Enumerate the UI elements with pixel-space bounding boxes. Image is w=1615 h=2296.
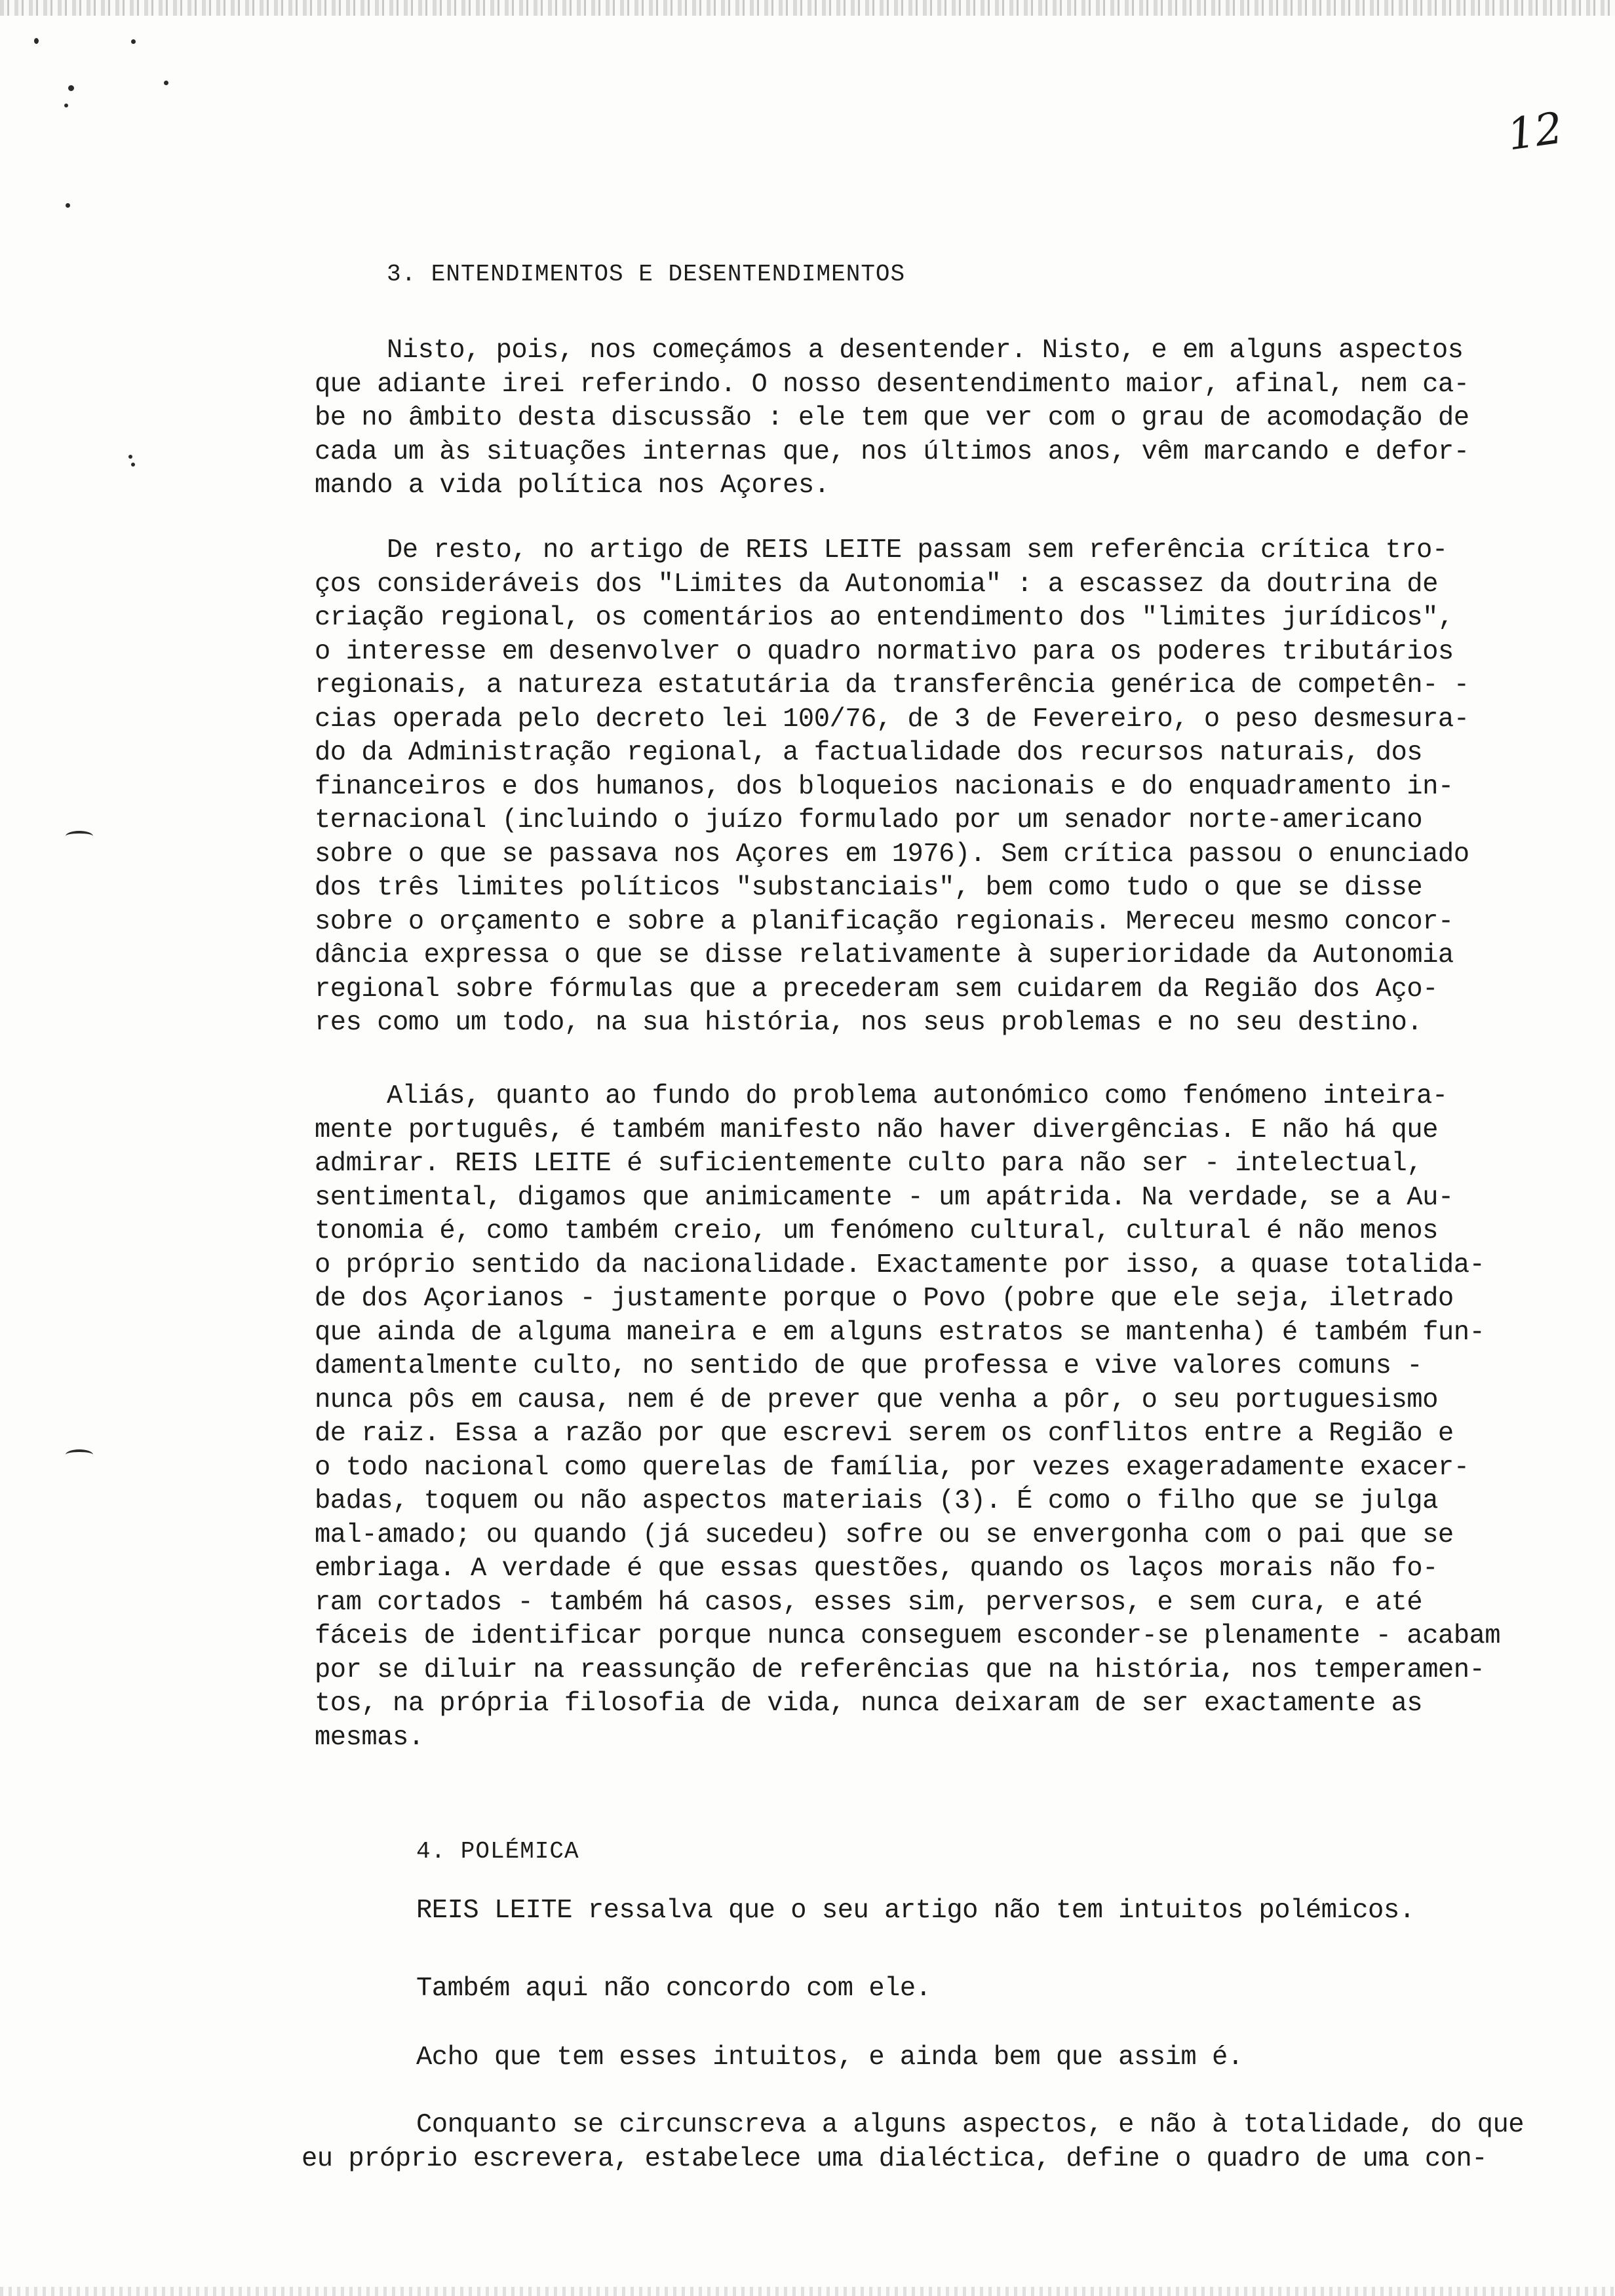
- section-4-sentence-3: Acho que tem esses intuitos, e ainda bem que assim é.: [416, 2042, 1243, 2073]
- text-line: por se diluir na reassunção de referências que na história, nos temperamen-: [315, 1655, 1485, 1685]
- text-line: badas, toquem ou não aspectos materiais (3). É como o filho que se julga: [315, 1486, 1438, 1516]
- text-line: que ainda de alguma maneira e em alguns estratos se mantenha) é também fun-: [315, 1317, 1485, 1348]
- text-line: De resto, no artigo de REIS LEITE passam sem referência crítica tro-: [387, 535, 1448, 565]
- section-3-paragraph-3: [315, 1080, 1527, 1755]
- text-line: Aliás, quanto ao fundo do problema autonómico como fenómeno inteira-: [387, 1081, 1448, 1111]
- section-3-paragraph-2: [315, 534, 1527, 1041]
- text-line: ternacional (incluindo o juízo formulado por um senador norte-americano: [315, 805, 1423, 835]
- text-line: ram cortados - também há casos, esses sim, perversos, e sem cura, e até: [315, 1587, 1423, 1618]
- text-line: mesmas.: [315, 1722, 424, 1753]
- text-line: do da Administração regional, a factualidade dos recursos naturais, dos: [315, 738, 1423, 768]
- text-line: cias operada pelo decreto lei 100/76, de 3 de Fevereiro, o peso desmesura-: [315, 704, 1469, 735]
- scan-speck: [66, 203, 70, 208]
- section-4-final-paragraph: [302, 2109, 1527, 2176]
- text-line: dância expressa o que se disse relativamente à superioridade da Autonomia: [315, 940, 1454, 970]
- text-line: eu próprio escrevera, estabelece uma dialéctica, define o quadro de uma con-: [302, 2143, 1488, 2174]
- text-line: o próprio sentido da nacionalidade. Exactamente por isso, a quase totalida-: [315, 1250, 1485, 1280]
- page-number: 12: [1504, 102, 1566, 161]
- text-line: regional sobre fórmulas que a precederam sem cuidarem da Região dos Aço-: [315, 974, 1438, 1004]
- text-line: o todo nacional como querelas de família, por vezes exageradamente exacer-: [315, 1452, 1469, 1483]
- margin-mark: [66, 1449, 93, 1460]
- scan-speck: [131, 39, 136, 44]
- text-line: res como um todo, na sua história, nos seus problemas e no seu destino.: [315, 1008, 1423, 1038]
- text-line: mando a vida política nos Açores.: [315, 470, 830, 501]
- text-line: criação regional, os comentários ao entendimento dos "limites jurídicos",: [315, 603, 1454, 633]
- text-line: fáceis de identificar porque nunca conseguem esconder-se plenamente - acabam: [315, 1621, 1501, 1651]
- text-line: tonomia é, como também creio, um fenómeno cultural, cultural é não menos: [315, 1216, 1438, 1246]
- text-line: Conquanto se circunscreva a alguns aspectos, e não à totalidade, do que: [416, 2110, 1525, 2140]
- scan-speck: [34, 38, 39, 44]
- text-line: tos, na própria filosofia de vida, nunca deixaram de ser exactamente as: [315, 1689, 1423, 1719]
- text-line: regionais, a natureza estatutária da transferência genérica de competên- -: [315, 670, 1469, 700]
- scan-bottom-edge: [0, 2287, 1615, 2296]
- section-4-heading: 4. POLÉMICA: [416, 1838, 579, 1865]
- text-line: mente português, é também manifesto não haver divergências. E não há que: [315, 1115, 1438, 1145]
- scan-top-edge: [0, 0, 1615, 16]
- text-line: o interesse em desenvolver o quadro normativo para os poderes tributários: [315, 636, 1454, 667]
- text-line: Nisto, pois, nos começámos a desentender. Nisto, e em alguns aspectos: [387, 335, 1464, 366]
- section-4-sentence-1: REIS LEITE ressalva que o seu artigo não tem intuitos polémicos.: [416, 1896, 1415, 1926]
- scan-speck: [128, 455, 132, 459]
- text-line: de dos Açorianos - justamente porque o Povo (pobre que ele seja, iletrado: [315, 1284, 1454, 1314]
- text-line: dos três limites políticos "substanciais", bem como tudo o que se disse: [315, 873, 1423, 903]
- text-line: mal-amado; ou quando (já sucedeu) sofre ou se envergonha com o pai que se: [315, 1520, 1454, 1550]
- text-line: damentalmente culto, no sentido de que professa e vive valores comuns -: [315, 1351, 1423, 1381]
- section-4-sentence-2: Também aqui não concordo com ele.: [416, 1974, 931, 2004]
- text-line: admirar. REIS LEITE é suficientemente culto para não ser - intelectual,: [315, 1149, 1423, 1179]
- text-line: sobre o orçamento e sobre a planificação regionais. Mereceu mesmo concor-: [315, 906, 1454, 937]
- text-line: que adiante irei referindo. O nosso desentendimento maior, afinal, nem ca-: [315, 369, 1469, 400]
- margin-mark: [66, 831, 93, 841]
- text-line: embriaga. A verdade é que essas questões, quando os laços morais não fo-: [315, 1554, 1438, 1584]
- text-line: cada um às situações internas que, nos últimos anos, vêm marcando e defor-: [315, 436, 1469, 467]
- text-line: sentimental, digamos que animicamente - um apátrida. Na verdade, se a Au-: [315, 1182, 1454, 1213]
- scan-speck: [68, 85, 74, 91]
- text-line: nunca pôs em causa, nem é de prever que venha a pôr, o seu portuguesismo: [315, 1385, 1438, 1415]
- text-line: de raiz. Essa a razão por que escrevi serem os conflitos entre a Região e: [315, 1419, 1454, 1449]
- text-line: ços consideráveis dos "Limites da Autonomia" : a escassez da doutrina de: [315, 569, 1438, 600]
- section-3-paragraph-1: [315, 334, 1527, 503]
- scan-speck: [164, 81, 168, 85]
- section-3-heading: 3. ENTENDIMENTOS E DESENTENDIMENTOS: [387, 261, 906, 288]
- scan-speck: [131, 463, 135, 467]
- text-line: sobre o que se passava nos Açores em 1976). Sem crítica passou o enunciado: [315, 839, 1469, 870]
- scan-speck: [64, 104, 68, 107]
- text-line: financeiros e dos humanos, dos bloqueios nacionais e do enquadramento in-: [315, 771, 1454, 802]
- text-line: be no âmbito desta discussão : ele tem que ver com o grau de acomodação de: [315, 403, 1469, 433]
